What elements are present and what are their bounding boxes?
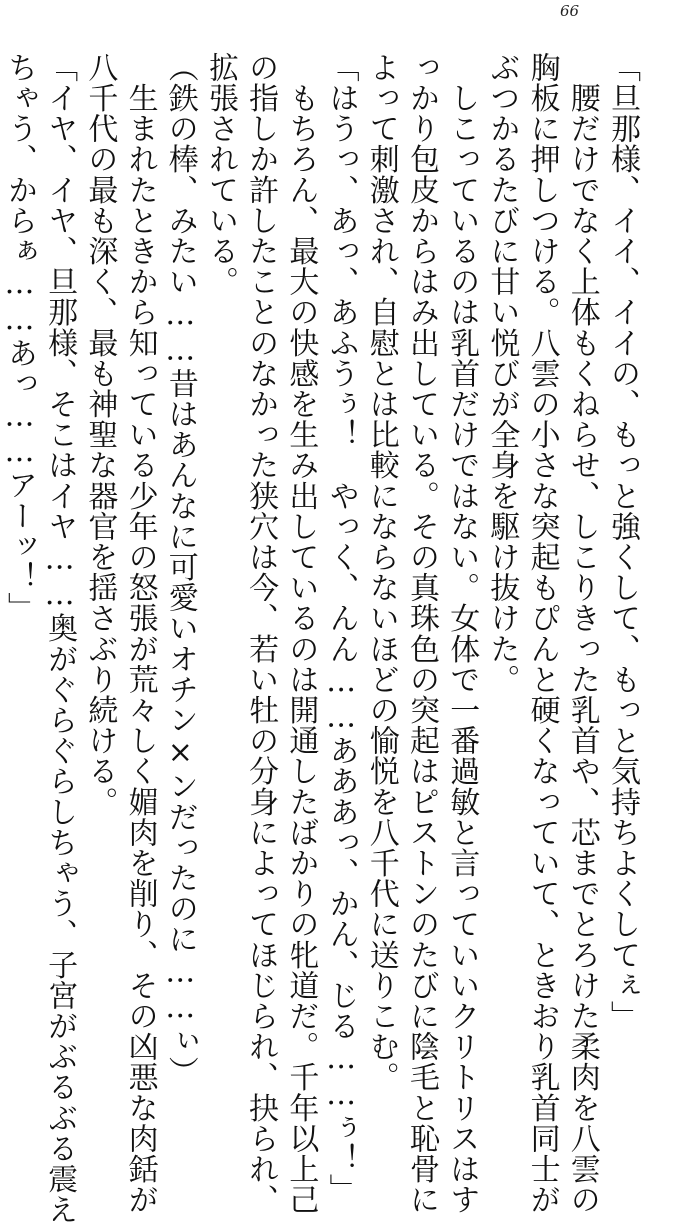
page-number: 66 (560, 2, 580, 20)
text-line: っかり包皮からはみ出している。その真珠色の突起はピストンのたびに陰毛と恥骨に (403, 52, 439, 1215)
text-line: もちろん、最大の快感を生み出しているのは開通したばかりの牝道だ。千年以上己 (283, 52, 319, 1215)
text-line: 八千代の最も深く、最も神聖な器官を揺さぶり続ける。 (82, 52, 118, 817)
vertical-text-block (1, 52, 642, 1225)
text-line: 「はうっ、あっ、あふうぅ！ やっく、んん……あああっ、かん、じる……ぅ！」 (323, 52, 359, 1205)
text-line: 「旦那様、イイ、イイの、もっと強くして、もっと気持ちよくしてぇ」 (605, 52, 640, 1032)
text-line: 胸板に押しつける。八雲の小さな突起もぴんと硬くなっていて、ときおり乳首同士が (524, 52, 560, 1215)
text-line: ぶつかるたびに甘い悦びが全身を駆け抜けた。 (484, 52, 520, 695)
text-line: 拡張されている。 (202, 52, 238, 297)
text-line: ちゃう、からぁ……あっ……アーッ！」 (1, 52, 37, 623)
text-line: 生まれたときから知っている少年の怒張が荒々しく媚肉を削り、その凶悪な肉銛が (122, 52, 158, 1215)
text-line: の指しか許したことのなかった狭穴は今、若い牡の分身によってほじられ、抉られ、 (243, 52, 279, 1215)
text-line: 「イヤ、イヤ、旦那様、そこはイヤ……奥がぐらぐらしちゃう、子宮がぶるぶる震え (42, 52, 78, 1225)
text-line: （鉄の棒、みたい……昔はあんなに可愛いオチン×ンだったのに……ぃ） (162, 52, 198, 1087)
text-line: しこっているのは乳首だけではない。女体で一番過敏と言っていいクリトリスはす (444, 52, 480, 1215)
text-line: 腰だけでなく上体もくねらせ、しこりきった乳首や、芯までとろけた柔肉を八雲の (564, 52, 600, 1215)
text-line: よって刺激され、自慰とは比較にならないほどの愉悦を八千代に送りこむ。 (363, 52, 399, 1093)
